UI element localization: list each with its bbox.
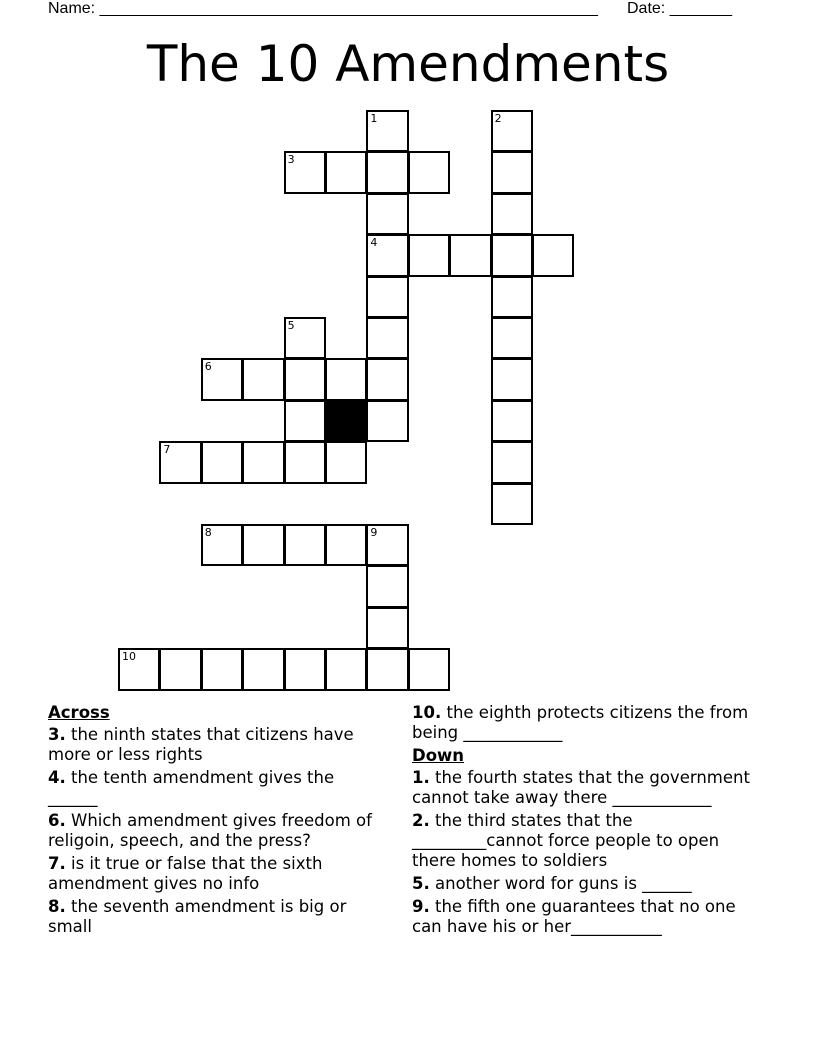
across-clue-10	[412, 703, 764, 743]
crossword-cell[interactable]	[242, 358, 284, 400]
crossword-cell[interactable]	[449, 234, 491, 276]
down-clue-5	[412, 874, 764, 894]
crossword-block	[325, 400, 367, 442]
crossword-cell[interactable]	[284, 358, 326, 400]
across-heading: Across	[48, 703, 110, 722]
clue-number: 5.	[412, 874, 430, 893]
down-clue-2	[412, 811, 764, 871]
crossword-cell[interactable]	[325, 358, 367, 400]
page-title: The 10 Amendments	[146, 35, 670, 93]
crossword-cell[interactable]	[242, 648, 284, 690]
clue-text: the ninth states that citizens have more or less rights	[48, 725, 354, 764]
clue-text: the eighth protects citizens the from being ____________	[412, 703, 749, 742]
crossword-cell[interactable]	[408, 234, 450, 276]
crossword-cell[interactable]	[491, 151, 533, 193]
cell-number: 2	[494, 112, 502, 125]
crossword-cell[interactable]	[325, 151, 367, 193]
crossword-cell[interactable]	[491, 441, 533, 483]
crossword-cell[interactable]	[491, 234, 533, 276]
crossword-cell[interactable]	[491, 110, 533, 152]
crossword-cell[interactable]	[242, 441, 284, 483]
cell-number: 10	[122, 650, 136, 664]
crossword-cell[interactable]	[159, 648, 201, 690]
clue-text: the tenth amendment gives the ______	[48, 768, 335, 807]
clue-number: 10.	[412, 703, 442, 722]
crossword-cell[interactable]	[325, 524, 367, 566]
crossword-cell[interactable]	[408, 151, 450, 193]
clue-text: the third states that the _________cannot force people to open there homes to soldiers	[412, 811, 720, 870]
name-field-label: Name: ________________________________________________________	[48, 0, 598, 17]
crossword-cell[interactable]	[284, 648, 326, 690]
crossword-cell[interactable]	[491, 358, 533, 400]
crossword-cell[interactable]	[532, 234, 574, 276]
clue-number: 1.	[412, 768, 430, 787]
crossword-cell[interactable]	[201, 524, 243, 566]
cell-number: 6	[204, 360, 212, 374]
crossword-cell[interactable]	[491, 193, 533, 235]
across-clue-4	[48, 768, 388, 808]
crossword-cell[interactable]	[366, 524, 408, 566]
crossword-cell[interactable]	[366, 358, 408, 400]
clue-text: another word for guns is ______	[435, 874, 692, 893]
crossword-cell[interactable]	[366, 151, 408, 193]
across-clue-7	[48, 854, 388, 894]
crossword-cell[interactable]	[284, 441, 326, 483]
down-clue-1	[412, 768, 764, 808]
crossword-cell[interactable]	[284, 317, 326, 359]
crossword-cell[interactable]	[366, 607, 408, 649]
down-heading: Down	[412, 746, 465, 765]
clue-text: the fourth states that the government cannot take away there ____________	[412, 768, 750, 807]
cell-number: 1	[370, 112, 378, 125]
crossword-cell[interactable]	[366, 565, 408, 607]
clue-number: 4.	[48, 768, 66, 787]
cell-number: 7	[163, 443, 171, 457]
clue-text: Which amendment gives freedom of religoin, speech, and the press?	[48, 811, 372, 850]
across-clue-3	[48, 725, 388, 765]
clues-left-column	[48, 703, 388, 940]
crossword-cell[interactable]	[366, 110, 408, 152]
date-field-label: Date: _______	[627, 0, 732, 17]
crossword-cell[interactable]	[118, 648, 160, 690]
clue-number: 7.	[48, 854, 66, 873]
clue-number: 9.	[412, 897, 430, 916]
crossword-cell[interactable]	[366, 276, 408, 318]
clue-text: is it true or false that the sixth amendment gives no info	[48, 854, 323, 893]
cell-number: 9	[370, 526, 378, 539]
cell-number: 5	[287, 319, 295, 332]
crossword-cell[interactable]	[408, 648, 450, 690]
clue-text: the seventh amendment is big or small	[48, 897, 347, 936]
crossword-cell[interactable]	[366, 193, 408, 235]
clue-text: the fifth one guarantees that no one can have his or her___________	[412, 897, 736, 936]
crossword-cell[interactable]	[201, 358, 243, 400]
crossword-cell[interactable]	[284, 524, 326, 566]
crossword-cell[interactable]	[201, 648, 243, 690]
crossword-cell[interactable]	[491, 317, 533, 359]
across-clue-8	[48, 897, 388, 937]
crossword-cell[interactable]	[284, 400, 326, 442]
crossword-cell[interactable]	[491, 400, 533, 442]
across-clue-6	[48, 811, 388, 851]
cell-number: 4	[370, 236, 378, 250]
crossword-cell[interactable]	[491, 483, 533, 525]
crossword-cell[interactable]	[159, 441, 201, 483]
crossword-cell[interactable]	[366, 234, 408, 276]
clue-number: 6.	[48, 811, 66, 830]
cell-number: 3	[287, 153, 295, 167]
clue-number: 3.	[48, 725, 66, 744]
clue-number: 8.	[48, 897, 66, 916]
clues-right-column	[412, 703, 764, 940]
cell-number: 8	[204, 526, 212, 539]
crossword-cell[interactable]	[366, 648, 408, 690]
crossword-cell[interactable]	[242, 524, 284, 566]
crossword-cell[interactable]	[325, 648, 367, 690]
crossword-cell[interactable]	[284, 151, 326, 193]
crossword-cell[interactable]	[491, 276, 533, 318]
crossword-cell[interactable]	[366, 400, 408, 442]
crossword-cell[interactable]	[201, 441, 243, 483]
crossword-cell[interactable]	[325, 441, 367, 483]
crossword-cell[interactable]	[366, 317, 408, 359]
down-clue-9	[412, 897, 764, 937]
clue-number: 2.	[412, 811, 430, 830]
